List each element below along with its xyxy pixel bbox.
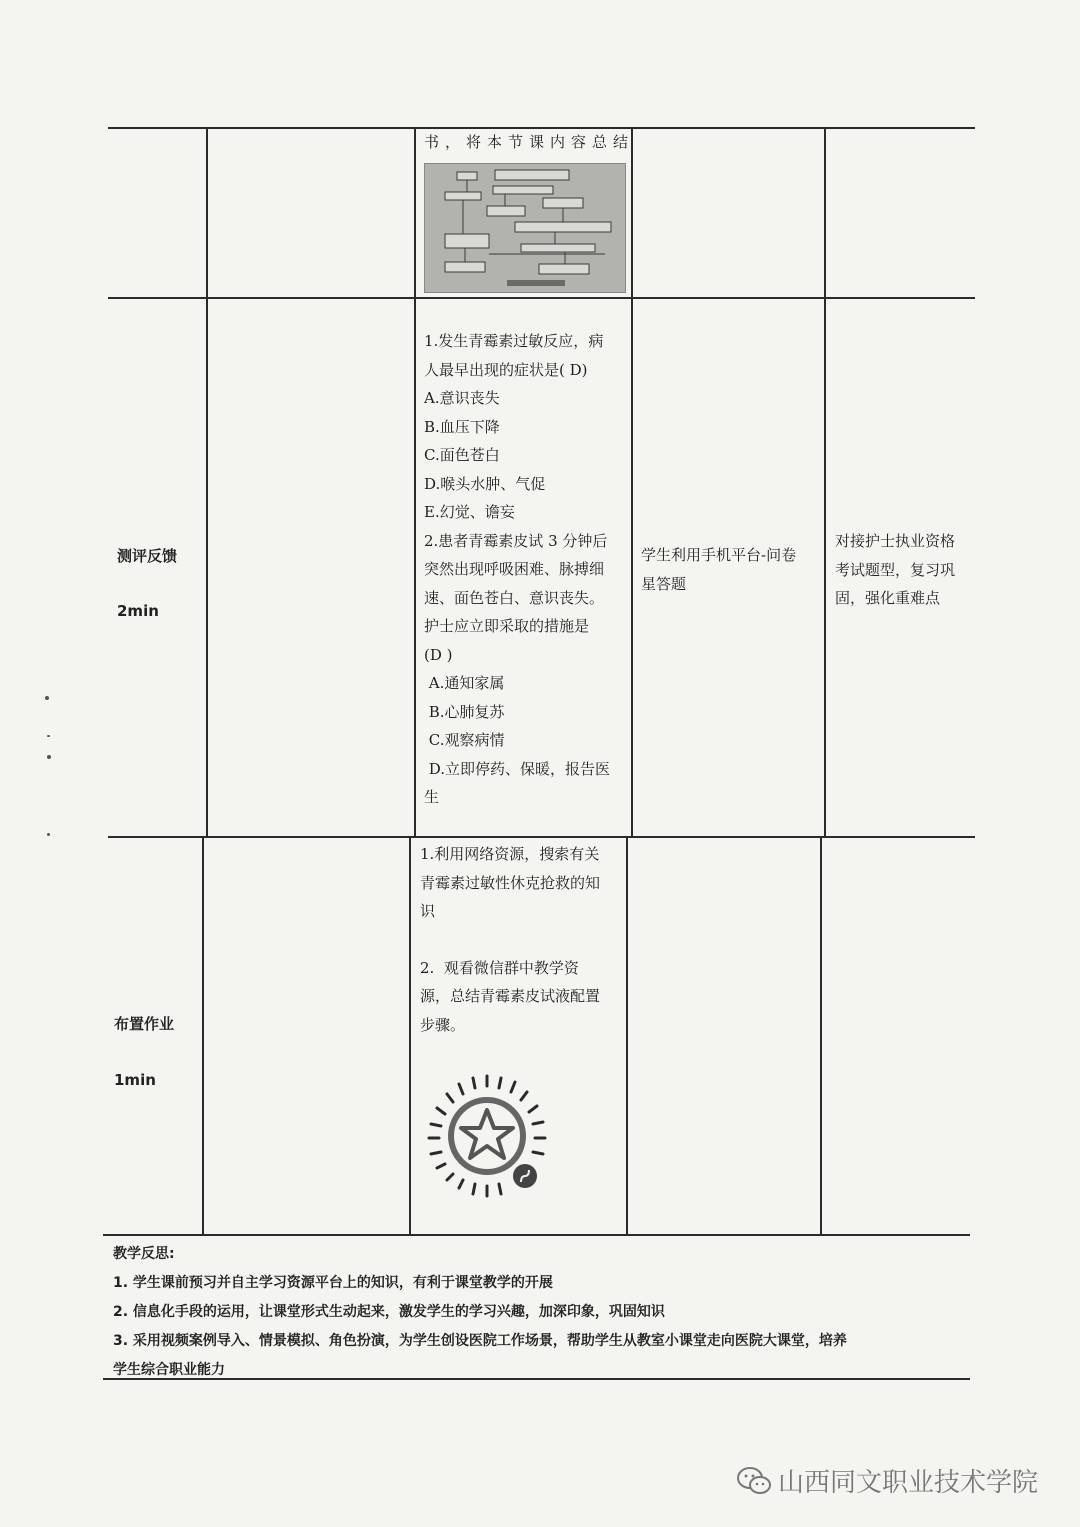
design-intent-line: 考试题型，复习巩: [835, 560, 956, 579]
col-divider-3: [631, 127, 633, 836]
homework-line: 青霉素过敏性休克抢救的知: [420, 873, 601, 892]
question-line: (D ): [424, 645, 453, 664]
homework-line: 2. 观看微信群中教学资: [420, 958, 579, 977]
col-divider-1: [206, 127, 208, 836]
reflection-item: 3. 采用视频案例导入、情景模拟、角色扮演，为学生创设医院工作场景，帮助学生从教室小课堂走向医院大课堂，培养: [113, 1333, 847, 1349]
row-divider-3: [103, 1234, 970, 1236]
question-line: 生: [424, 788, 440, 806]
stage-homework-duration: 1min: [114, 1071, 156, 1089]
watermark-text: 山西同文职业技术学院: [778, 1468, 1039, 1498]
wechat-icon: [736, 1466, 772, 1496]
col-divider-2: [414, 127, 416, 836]
reflection-item: 1. 学生课前预习并自主学习资源平台上的知识，有利于课堂教学的开展: [113, 1275, 553, 1291]
mini-program-qr-icon[interactable]: [421, 1070, 553, 1202]
col-divider-3b: [626, 836, 628, 1234]
teaching-reflection: [113, 1240, 973, 1385]
col-divider-4: [824, 127, 826, 836]
scan-speck: [47, 755, 51, 759]
summary-text: 书，将本节课内容总结: [424, 133, 635, 151]
student-activity-text: [641, 541, 796, 598]
question-line: 人最早出现的症状是( D): [424, 360, 588, 379]
homework-line: 识: [420, 902, 436, 920]
scan-speck: [47, 735, 50, 737]
question-line: 2.患者青霉素皮试 3 分钟后: [424, 531, 608, 550]
row-divider-1: [108, 297, 975, 299]
col-divider-1b: [202, 836, 204, 1234]
homework-line: 步骤。: [420, 1015, 466, 1034]
question-line: A.通知家属: [424, 674, 505, 692]
question-line: B.心肺复苏: [424, 702, 505, 721]
design-intent-line: 固，强化重难点: [835, 589, 941, 607]
row-divider-2: [108, 836, 975, 838]
design-intent-line: 对接护士执业资格: [835, 532, 956, 550]
col-divider-2b: [409, 836, 411, 1234]
homework-line: 源，总结青霉素皮试液配置: [420, 987, 601, 1005]
student-activity-line: 星答题: [641, 574, 687, 593]
student-activity-line: 学生利用手机平台-问卷: [641, 546, 797, 564]
question-line: C.面色苍白: [424, 446, 500, 464]
question-line: 护士应立即采取的措施是: [424, 617, 590, 635]
scan-speck: [45, 696, 49, 700]
question-line: B.血压下降: [424, 417, 500, 436]
scan-speck: [47, 833, 50, 836]
reflection-title: 教学反思:: [113, 1246, 175, 1262]
question-line: A.意识丧失: [424, 389, 500, 407]
question-line: D.立即停药、保暖，报告医: [424, 759, 611, 778]
stage-assessment-duration: 2min: [117, 602, 159, 620]
homework-line: [420, 926, 600, 954]
lesson-flowchart-image: [424, 163, 626, 293]
stage-assessment-label: 测评反馈: [117, 547, 178, 565]
stage-homework-label: 布置作业: [114, 1015, 175, 1033]
question-line: 1.发生青霉素过敏反应，病: [424, 332, 604, 350]
homework-line: 1.利用网络资源，搜索有关: [420, 845, 600, 863]
col-divider-4b: [820, 836, 822, 1234]
assessment-questions: [424, 327, 610, 812]
question-line: C.观察病情: [424, 731, 505, 749]
question-line: 速、面色苍白、意识丧失。: [424, 588, 605, 607]
question-line: 突然出现呼吸困难、脉搏细: [424, 560, 605, 578]
design-intent-text: [835, 527, 955, 613]
question-line: E.幻觉、谵妄: [424, 503, 515, 521]
reflection-item: 学生综合职业能力: [113, 1362, 225, 1378]
reflection-item: 2. 信息化手段的运用，让课堂形式生动起来，激发学生的学习兴趣，加深印象，巩固知识: [113, 1304, 665, 1320]
watermark: [736, 1462, 1038, 1499]
homework-tasks: [420, 840, 600, 1039]
question-line: D.喉头水肿、气促: [424, 474, 546, 493]
